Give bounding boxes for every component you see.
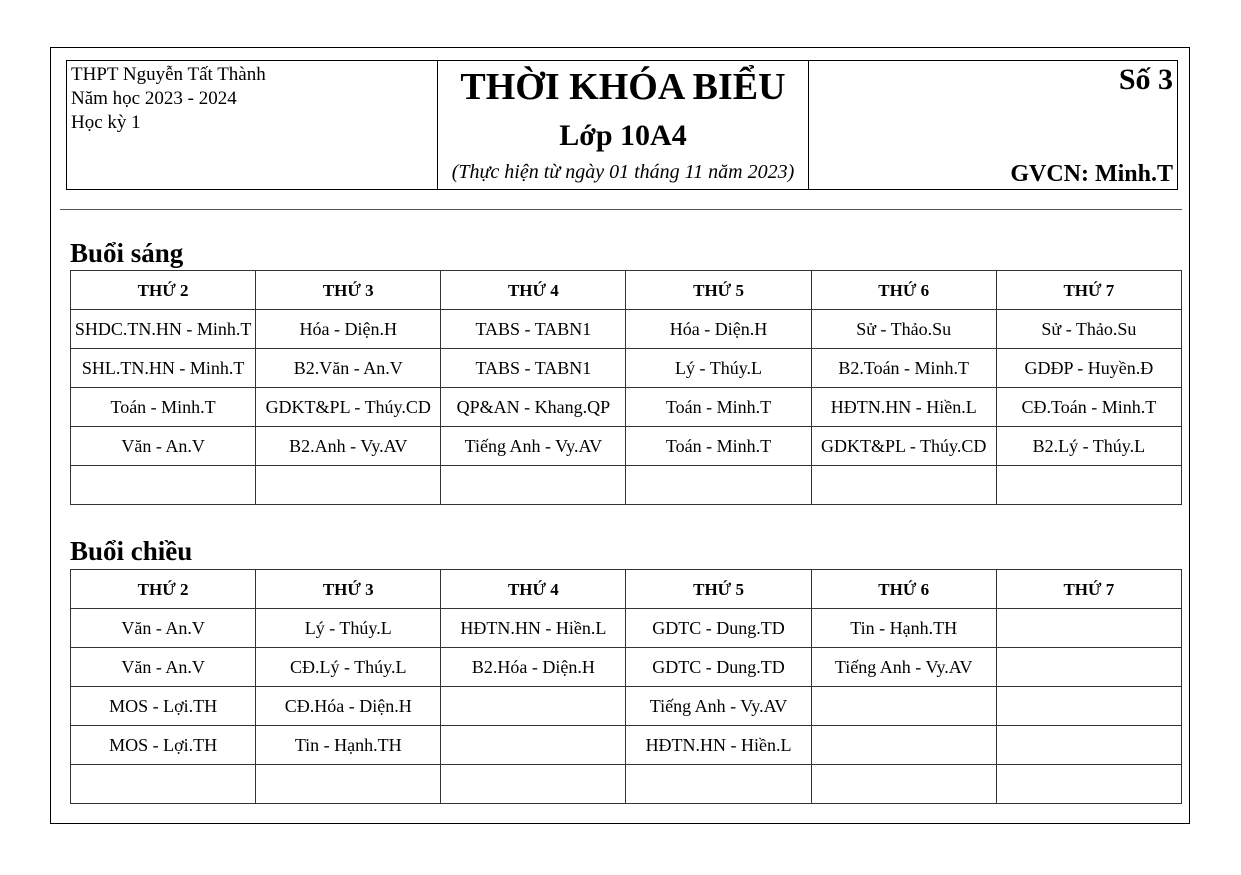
effective-date: (Thực hiện từ ngày 01 tháng 11 năm 2023) [451, 161, 795, 183]
lesson-cell: Toán - Minh.T [626, 427, 811, 466]
school-year: Năm học 2023 - 2024 [71, 88, 237, 109]
day-header: THỨ 5 [626, 570, 811, 609]
period-row [71, 466, 1182, 505]
lesson-cell [441, 765, 626, 804]
page-title: THỜI KHÓA BIỂU [460, 66, 786, 108]
header-row [71, 570, 1182, 609]
lesson-cell [441, 687, 626, 726]
lesson-cell: CĐ.Toán - Minh.T [996, 388, 1181, 427]
day-header: THỨ 7 [996, 271, 1181, 310]
lesson-cell: GDĐP - Huyền.Đ [996, 349, 1181, 388]
period-row [71, 609, 1182, 648]
lesson-cell [996, 726, 1181, 765]
day-header: THỨ 6 [811, 570, 996, 609]
lesson-cell: TABS - TABN1 [441, 310, 626, 349]
day-header: THỨ 5 [626, 271, 811, 310]
lesson-cell: Tiếng Anh - Vy.AV [626, 687, 811, 726]
header-row [71, 271, 1182, 310]
lesson-cell: Văn - An.V [71, 609, 256, 648]
lesson-cell: CĐ.Lý - Thúy.L [256, 648, 441, 687]
lesson-cell: HĐTN.HN - Hiền.L [811, 388, 996, 427]
period-row [71, 648, 1182, 687]
lesson-cell: Tiếng Anh - Vy.AV [441, 427, 626, 466]
divider [60, 209, 1182, 210]
afternoon-title: Buổi chiều [70, 536, 193, 566]
lesson-cell [256, 466, 441, 505]
morning-timetable [70, 270, 1182, 505]
lesson-cell: CĐ.Hóa - Diện.H [256, 687, 441, 726]
day-header: THỨ 4 [441, 271, 626, 310]
lesson-cell: B2.Anh - Vy.AV [256, 427, 441, 466]
lesson-cell: Toán - Minh.T [71, 388, 256, 427]
day-header: THỨ 2 [71, 271, 256, 310]
lesson-cell: Sử - Thảo.Su [811, 310, 996, 349]
day-header: THỨ 3 [256, 570, 441, 609]
lesson-cell [441, 466, 626, 505]
lesson-cell: MOS - Lợi.TH [71, 726, 256, 765]
lesson-cell [811, 687, 996, 726]
lesson-cell: B2.Toán - Minh.T [811, 349, 996, 388]
school-name: THPT Nguyễn Tất Thành [71, 64, 266, 85]
lesson-cell [996, 609, 1181, 648]
lesson-cell: SHL.TN.HN - Minh.T [71, 349, 256, 388]
lesson-cell: Lý - Thúy.L [626, 349, 811, 388]
period-row [71, 310, 1182, 349]
school-info [67, 61, 438, 189]
lesson-cell: Sử - Thảo.Su [996, 310, 1181, 349]
day-header: THỨ 3 [256, 271, 441, 310]
lesson-cell [811, 726, 996, 765]
day-header: THỨ 6 [811, 271, 996, 310]
lesson-cell [256, 765, 441, 804]
lesson-cell: B2.Lý - Thúy.L [996, 427, 1181, 466]
period-row [71, 726, 1182, 765]
day-header: THỨ 4 [441, 570, 626, 609]
lesson-cell: B2.Hóa - Diện.H [441, 648, 626, 687]
lesson-cell: Tin - Hạnh.TH [811, 609, 996, 648]
lesson-cell [996, 765, 1181, 804]
lesson-cell: HĐTN.HN - Hiền.L [626, 726, 811, 765]
header-box [66, 60, 1178, 190]
lesson-cell: Tiếng Anh - Vy.AV [811, 648, 996, 687]
lesson-cell: GDKT&PL - Thúy.CD [811, 427, 996, 466]
lesson-cell: Tin - Hạnh.TH [256, 726, 441, 765]
morning-title: Buổi sáng [70, 238, 184, 268]
lesson-cell: SHDC.TN.HN - Minh.T [71, 310, 256, 349]
period-row [71, 765, 1182, 804]
homeroom-teacher: GVCN: Minh.T [1010, 161, 1173, 187]
lesson-cell: Hóa - Diện.H [626, 310, 811, 349]
lesson-cell: HĐTN.HN - Hiền.L [441, 609, 626, 648]
lesson-cell: Văn - An.V [71, 427, 256, 466]
lesson-cell: Lý - Thúy.L [256, 609, 441, 648]
lesson-cell [996, 648, 1181, 687]
lesson-cell: GDTC - Dung.TD [626, 648, 811, 687]
lesson-cell [996, 466, 1181, 505]
lesson-cell: B2.Văn - An.V [256, 349, 441, 388]
lesson-cell [71, 765, 256, 804]
schedule-number: Số 3 [1118, 63, 1173, 96]
lesson-cell [811, 765, 996, 804]
info-block [809, 61, 1177, 189]
period-row [71, 349, 1182, 388]
class-name: Lớp 10A4 [559, 119, 687, 152]
period-row [71, 388, 1182, 427]
lesson-cell: Hóa - Diện.H [256, 310, 441, 349]
lesson-cell: GDKT&PL - Thúy.CD [256, 388, 441, 427]
day-header: THỨ 2 [71, 570, 256, 609]
lesson-cell: Văn - An.V [71, 648, 256, 687]
lesson-cell [441, 726, 626, 765]
afternoon-timetable [70, 569, 1182, 804]
lesson-cell [626, 466, 811, 505]
lesson-cell: QP&AN - Khang.QP [441, 388, 626, 427]
day-header: THỨ 7 [996, 570, 1181, 609]
lesson-cell: Toán - Minh.T [626, 388, 811, 427]
lesson-cell [811, 466, 996, 505]
title-block [438, 61, 809, 189]
lesson-cell [626, 765, 811, 804]
lesson-cell: GDTC - Dung.TD [626, 609, 811, 648]
lesson-cell [996, 687, 1181, 726]
period-row [71, 687, 1182, 726]
lesson-cell: TABS - TABN1 [441, 349, 626, 388]
period-row [71, 427, 1182, 466]
lesson-cell [71, 466, 256, 505]
school-term: Học kỳ 1 [71, 112, 141, 133]
lesson-cell: MOS - Lợi.TH [71, 687, 256, 726]
